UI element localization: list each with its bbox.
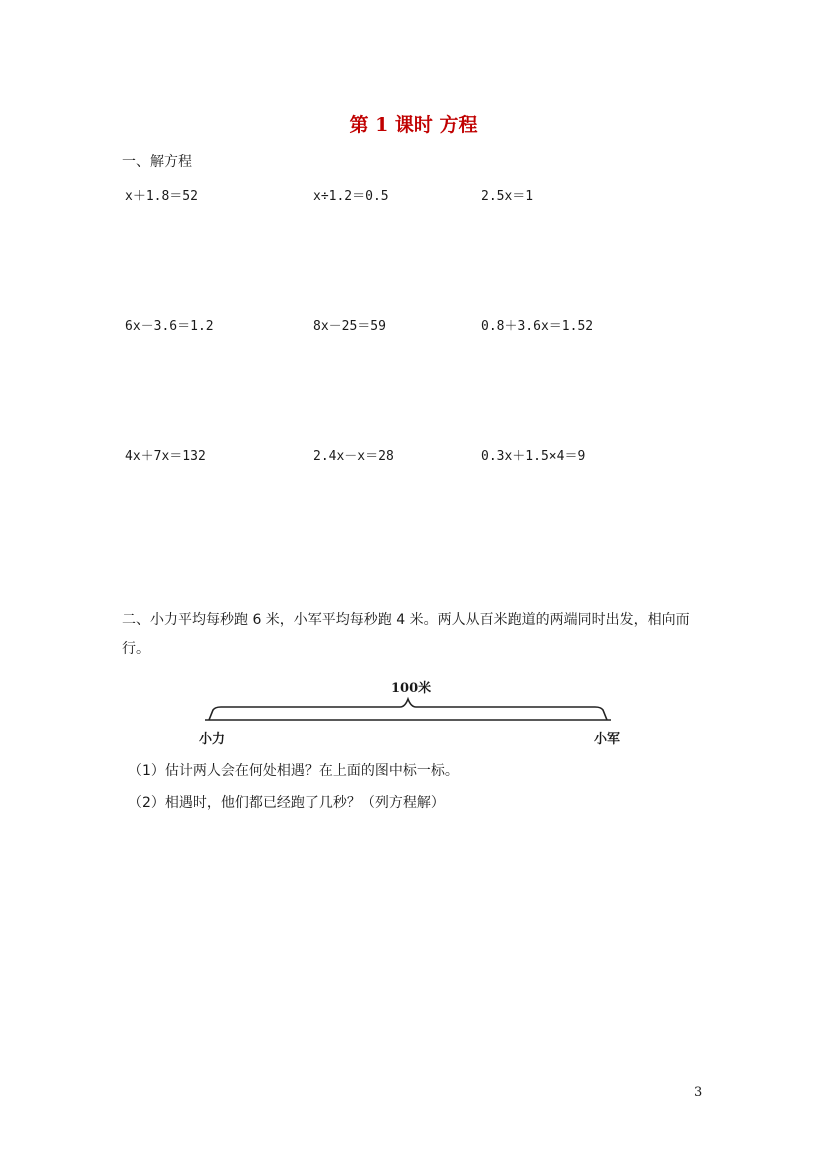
page-number: 3: [694, 1085, 703, 1100]
equation: 0.3x＋1.5×4＝9: [481, 449, 586, 464]
equation: 4x＋7x＝132: [125, 449, 206, 464]
equation: 0.8＋3.6x＝1.52: [481, 319, 594, 334]
equation: x÷1.2＝0.5: [313, 189, 389, 204]
track-brace: [195, 674, 635, 750]
equation: x＋1.8＝52: [125, 189, 198, 204]
track-diagram: [195, 674, 635, 750]
distance-label: 100米: [391, 681, 432, 696]
word-problem: 二、小力平均每秒跑 6 米，小军平均每秒跑 4 米。两人从百米跑道的两端同时出发，相向而行。: [122, 612, 690, 657]
section-1-heading: 一、解方程: [122, 154, 192, 170]
equation: 8x－25＝59: [313, 319, 386, 334]
page-title: 第 1 课时 方程: [349, 114, 478, 136]
question-2: （2）相遇时，他们都已经跑了几秒？（列方程解）: [128, 795, 445, 811]
xiaoli-label: 小力: [199, 732, 226, 747]
question-1: （1）估计两人会在何处相遇？在上面的图中标一标。: [128, 763, 459, 779]
equation: 2.5x＝1: [481, 189, 534, 204]
equation: 6x－3.6＝1.2: [125, 319, 214, 334]
equation: 2.4x－x＝28: [313, 449, 394, 464]
xiaojun-label: 小军: [594, 732, 621, 747]
